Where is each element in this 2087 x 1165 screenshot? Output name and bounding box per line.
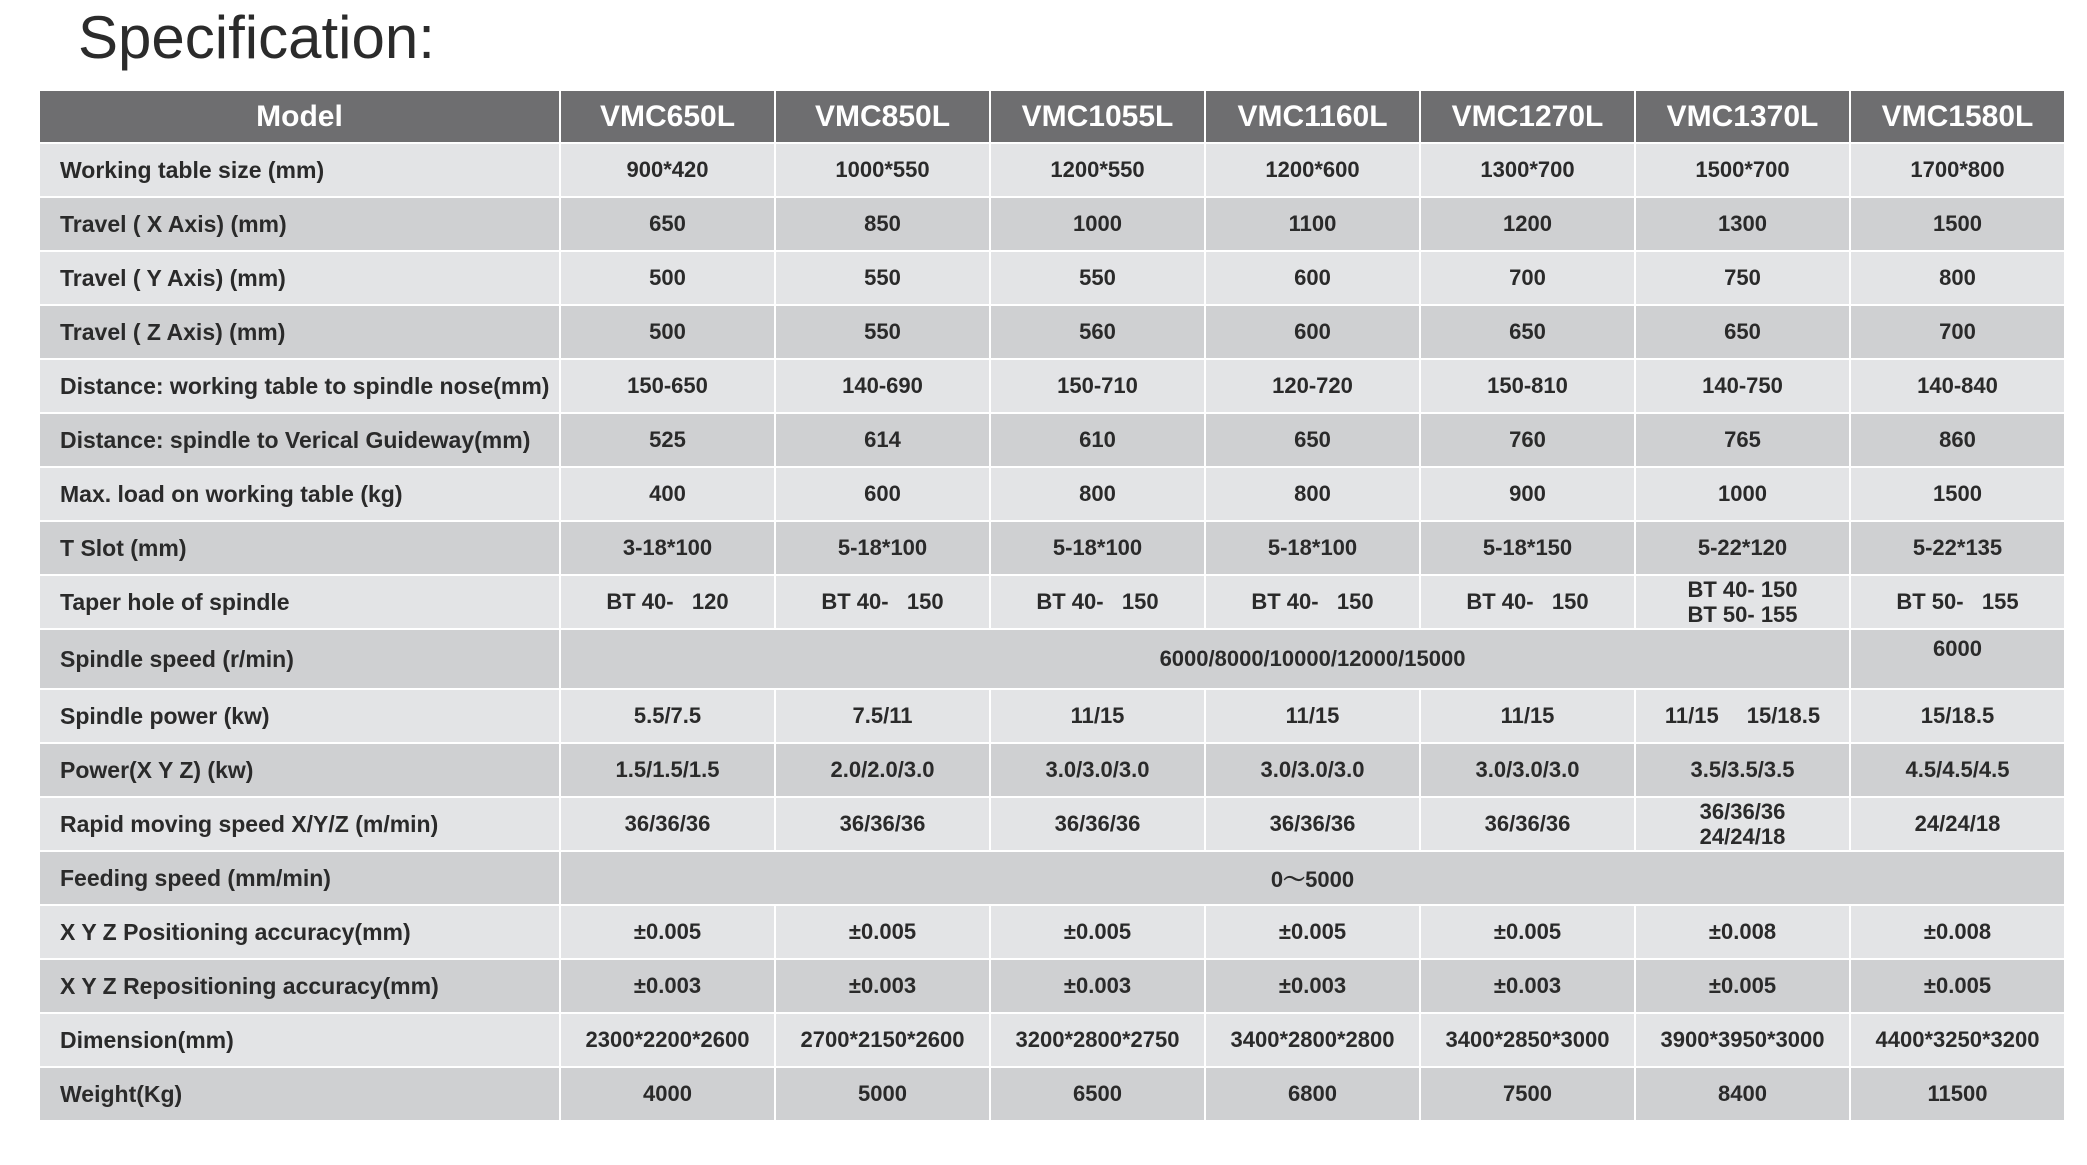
table-cell: 5.5/7.5 bbox=[560, 689, 775, 743]
table-cell: 800 bbox=[990, 467, 1205, 521]
table-header bbox=[39, 90, 2065, 143]
table-cell: BT 40- 150 bbox=[990, 575, 1205, 629]
row-label: Spindle power (kw) bbox=[39, 689, 560, 743]
header-model: VMC850L bbox=[775, 90, 990, 143]
table-cell: 3.0/3.0/3.0 bbox=[990, 743, 1205, 797]
table-row bbox=[39, 305, 2065, 359]
header-row bbox=[39, 90, 2065, 143]
table-cell: ±0.005 bbox=[560, 905, 775, 959]
table-cell: 1500*700 bbox=[1635, 143, 1850, 197]
table-cell: 1700*800 bbox=[1850, 143, 2065, 197]
table-cell: 120-720 bbox=[1205, 359, 1420, 413]
row-label: Taper hole of spindle bbox=[39, 575, 560, 629]
header-model: VMC1270L bbox=[1420, 90, 1635, 143]
table-cell: 3900*3950*3000 bbox=[1635, 1013, 1850, 1067]
header-model-label: Model bbox=[39, 90, 560, 143]
table-cell: 140-840 bbox=[1850, 359, 2065, 413]
cell-value-line: 11/15 bbox=[1664, 703, 1719, 728]
table-cell: 11/15 bbox=[990, 689, 1205, 743]
table-cell: 550 bbox=[990, 251, 1205, 305]
table-cell: 650 bbox=[1635, 305, 1850, 359]
table-cell: 2.0/2.0/3.0 bbox=[775, 743, 990, 797]
table-cell: ±0.003 bbox=[1420, 959, 1635, 1013]
header-model: VMC1370L bbox=[1635, 90, 1850, 143]
table-cell: 3.5/3.5/3.5 bbox=[1635, 743, 1850, 797]
table-cell: 750 bbox=[1635, 251, 1850, 305]
table-cell: 5-22*120 bbox=[1635, 521, 1850, 575]
table-cell: ±0.005 bbox=[1850, 959, 2065, 1013]
merged-cell: 6000/8000/10000/12000/15000 bbox=[560, 629, 1850, 689]
table-cell: 3.0/3.0/3.0 bbox=[1205, 743, 1420, 797]
table-row bbox=[39, 467, 2065, 521]
table-cell: 3.0/3.0/3.0 bbox=[1420, 743, 1635, 797]
header-model: VMC1055L bbox=[990, 90, 1205, 143]
table-cell: 1000 bbox=[1635, 467, 1850, 521]
specification-table bbox=[38, 89, 2066, 1122]
header-model: VMC1580L bbox=[1850, 90, 2065, 143]
table-cell: BT 40- 150 bbox=[1420, 575, 1635, 629]
table-cell: 8400 bbox=[1635, 1067, 1850, 1121]
table-cell: ±0.005 bbox=[1205, 905, 1420, 959]
table-row bbox=[39, 629, 2065, 689]
table-cell: 5-18*150 bbox=[1420, 521, 1635, 575]
header-model: VMC1160L bbox=[1205, 90, 1420, 143]
table-row bbox=[39, 413, 2065, 467]
row-label: Dimension(mm) bbox=[39, 1013, 560, 1067]
table-cell: 36/36/36 bbox=[1205, 797, 1420, 851]
table-cell: 765 bbox=[1635, 413, 1850, 467]
table-cell: 525 bbox=[560, 413, 775, 467]
table-cell: ±0.008 bbox=[1635, 905, 1850, 959]
table-cell: ±0.003 bbox=[560, 959, 775, 1013]
table-cell: 1000 bbox=[990, 197, 1205, 251]
table-cell: 500 bbox=[560, 305, 775, 359]
row-label: Working table size (mm) bbox=[39, 143, 560, 197]
table-cell: 800 bbox=[1850, 251, 2065, 305]
table-cell: BT 40- 150 bbox=[1205, 575, 1420, 629]
table-cell: 3200*2800*2750 bbox=[990, 1013, 1205, 1067]
table-cell: 1100 bbox=[1205, 197, 1420, 251]
table-cell: 6500 bbox=[990, 1067, 1205, 1121]
cell-value-line: 15/18.5 bbox=[1746, 703, 1821, 728]
table-row bbox=[39, 797, 2065, 851]
table-cell: 3400*2850*3000 bbox=[1420, 1013, 1635, 1067]
row-label: Travel ( X Axis) (mm) bbox=[39, 197, 560, 251]
table-cell: 2300*2200*2600 bbox=[560, 1013, 775, 1067]
table-cell: 650 bbox=[1205, 413, 1420, 467]
table-row bbox=[39, 689, 2065, 743]
table-cell: 140-690 bbox=[775, 359, 990, 413]
table-cell: 850 bbox=[775, 197, 990, 251]
table-cell: 3400*2800*2800 bbox=[1205, 1013, 1420, 1067]
table-cell: BT 40- 120 bbox=[560, 575, 775, 629]
row-label: X Y Z Repositioning accuracy(mm) bbox=[39, 959, 560, 1013]
table-cell: 1200*550 bbox=[990, 143, 1205, 197]
table-cell: 614 bbox=[775, 413, 990, 467]
row-label: Distance: spindle to Verical Guideway(mm) bbox=[39, 413, 560, 467]
row-label: Max. load on working table (kg) bbox=[39, 467, 560, 521]
table-cell: 150-710 bbox=[990, 359, 1205, 413]
table-row bbox=[39, 251, 2065, 305]
table-cell: 760 bbox=[1420, 413, 1635, 467]
table-cell: 610 bbox=[990, 413, 1205, 467]
table-cell: ±0.005 bbox=[1635, 959, 1850, 1013]
table-cell: 11500 bbox=[1850, 1067, 2065, 1121]
table-cell: 150-810 bbox=[1420, 359, 1635, 413]
table-cell: 900*420 bbox=[560, 143, 775, 197]
table-body bbox=[39, 143, 2065, 1121]
row-label: T Slot (mm) bbox=[39, 521, 560, 575]
row-label: Rapid moving speed X/Y/Z (m/min) bbox=[39, 797, 560, 851]
table-cell: 15/18.5 bbox=[1850, 689, 2065, 743]
table-cell: 11/15 bbox=[1420, 689, 1635, 743]
cell-value-line: 36/36/36 bbox=[1699, 799, 1786, 824]
table-cell: ±0.003 bbox=[775, 959, 990, 1013]
table-cell: 150-650 bbox=[560, 359, 775, 413]
table-cell: 5-18*100 bbox=[775, 521, 990, 575]
table-row bbox=[39, 197, 2065, 251]
row-label: X Y Z Positioning accuracy(mm) bbox=[39, 905, 560, 959]
table-row bbox=[39, 575, 2065, 629]
page-title: Specification: bbox=[78, 4, 435, 71]
table-cell: 650 bbox=[1420, 305, 1635, 359]
table-cell: 1500 bbox=[1850, 467, 2065, 521]
table-cell: 400 bbox=[560, 467, 775, 521]
table-cell: ±0.003 bbox=[1205, 959, 1420, 1013]
table-row bbox=[39, 1013, 2065, 1067]
table-cell: 550 bbox=[775, 251, 990, 305]
table-row bbox=[39, 959, 2065, 1013]
row-label: Spindle speed (r/min) bbox=[39, 629, 560, 689]
merged-cell: 0～5000 bbox=[560, 851, 2065, 905]
header-model: VMC650L bbox=[560, 90, 775, 143]
cell-value-line: BT 50- 155 bbox=[1687, 602, 1798, 627]
table-cell: BT 50- 155 bbox=[1850, 575, 2065, 629]
table-cell: 600 bbox=[775, 467, 990, 521]
table-cell: 36/36/36 bbox=[560, 797, 775, 851]
table-cell: 500 bbox=[560, 251, 775, 305]
table-cell: 1200 bbox=[1420, 197, 1635, 251]
table-cell: 6000 bbox=[1850, 629, 2065, 689]
table-cell: 800 bbox=[1205, 467, 1420, 521]
table-cell: 1200*600 bbox=[1205, 143, 1420, 197]
row-label: Feeding speed (mm/min) bbox=[39, 851, 560, 905]
table-cell bbox=[1635, 689, 1850, 743]
table-cell bbox=[1635, 797, 1850, 851]
table-cell: 1000*550 bbox=[775, 143, 990, 197]
table-cell: 7.5/11 bbox=[775, 689, 990, 743]
table-cell: 24/24/18 bbox=[1850, 797, 2065, 851]
table-row bbox=[39, 905, 2065, 959]
table-cell: ±0.005 bbox=[1420, 905, 1635, 959]
table-cell: 4.5/4.5/4.5 bbox=[1850, 743, 2065, 797]
table-cell: 1500 bbox=[1850, 197, 2065, 251]
row-label: Distance: working table to spindle nose(mm) bbox=[39, 359, 560, 413]
table-row bbox=[39, 521, 2065, 575]
table-cell: 11/15 bbox=[1205, 689, 1420, 743]
table-cell: 6800 bbox=[1205, 1067, 1420, 1121]
table-cell: 5-18*100 bbox=[990, 521, 1205, 575]
table-cell: 36/36/36 bbox=[990, 797, 1205, 851]
row-label: Travel ( Z Axis) (mm) bbox=[39, 305, 560, 359]
table-row bbox=[39, 851, 2065, 905]
table-cell: 560 bbox=[990, 305, 1205, 359]
table-cell: ±0.003 bbox=[990, 959, 1205, 1013]
table-row bbox=[39, 359, 2065, 413]
table-cell: 140-750 bbox=[1635, 359, 1850, 413]
table-cell: 550 bbox=[775, 305, 990, 359]
table-row bbox=[39, 1067, 2065, 1121]
table-cell: 700 bbox=[1850, 305, 2065, 359]
table-cell: 860 bbox=[1850, 413, 2065, 467]
table-cell: 1300*700 bbox=[1420, 143, 1635, 197]
table-cell: 3-18*100 bbox=[560, 521, 775, 575]
table-cell: BT 40- 150 bbox=[775, 575, 990, 629]
table-cell: 4400*3250*3200 bbox=[1850, 1013, 2065, 1067]
table-cell: ±0.005 bbox=[775, 905, 990, 959]
table-cell: ±0.005 bbox=[990, 905, 1205, 959]
table-cell: 5-18*100 bbox=[1205, 521, 1420, 575]
table-row bbox=[39, 143, 2065, 197]
table-cell: 36/36/36 bbox=[775, 797, 990, 851]
cell-value-line: BT 40- 150 bbox=[1687, 577, 1798, 602]
row-label: Weight(Kg) bbox=[39, 1067, 560, 1121]
table-cell: 5000 bbox=[775, 1067, 990, 1121]
table-cell: 1.5/1.5/1.5 bbox=[560, 743, 775, 797]
table-cell: 5-22*135 bbox=[1850, 521, 2065, 575]
cell-value-line: 24/24/18 bbox=[1699, 824, 1786, 849]
table-cell: 700 bbox=[1420, 251, 1635, 305]
table-cell: 900 bbox=[1420, 467, 1635, 521]
table-cell: 4000 bbox=[560, 1067, 775, 1121]
table-cell: 7500 bbox=[1420, 1067, 1635, 1121]
table-cell: ±0.008 bbox=[1850, 905, 2065, 959]
table-cell: 2700*2150*2600 bbox=[775, 1013, 990, 1067]
table-row bbox=[39, 743, 2065, 797]
row-label: Travel ( Y Axis) (mm) bbox=[39, 251, 560, 305]
table-cell bbox=[1635, 575, 1850, 629]
table-cell: 1300 bbox=[1635, 197, 1850, 251]
table-cell: 36/36/36 bbox=[1420, 797, 1635, 851]
table-cell: 600 bbox=[1205, 251, 1420, 305]
row-label: Power(X Y Z) (kw) bbox=[39, 743, 560, 797]
table-cell: 650 bbox=[560, 197, 775, 251]
table-cell: 600 bbox=[1205, 305, 1420, 359]
